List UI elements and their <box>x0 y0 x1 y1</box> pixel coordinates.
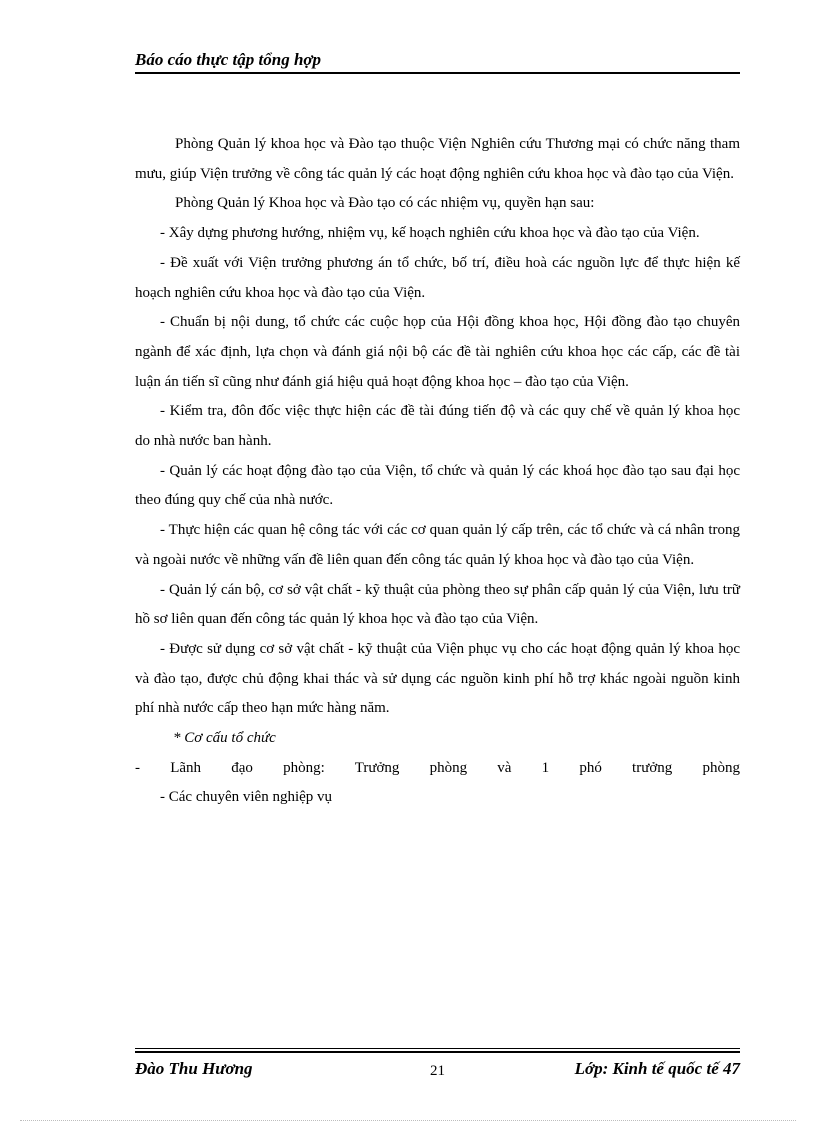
page-edge-divider <box>20 1120 796 1121</box>
footer-author: Đào Thu Hương <box>135 1059 253 1078</box>
paragraph-duties-lead: Phòng Quản lý Khoa học và Đào tạo có các nhiệm vụ, quyền hạn sau: <box>175 195 595 212</box>
paragraph-intro: Phòng Quản lý khoa học và Đào tạo thuộc Viện Nghiên cứu Thương mại có chức năng tham mưu, giúp Viện trưởng về công tác quản lý các hoạt động nghiên cứu khoa học và đào tạo của Viện. <box>135 136 740 182</box>
header-title: Báo cáo thực tập tổng hợp <box>135 50 322 69</box>
paragraph-duty: - Xây dựng phương hướng, nhiệm vụ, kế hoạch nghiên cứu khoa học và đào tạo của Viện. <box>160 225 700 242</box>
structure-item-staff: - Các chuyên viên nghiệp vụ <box>160 789 333 806</box>
structure-item-leadership: - Lãnh đạo phòng: Trưởng phòng và 1 phó trưởng phòng <box>135 759 740 776</box>
page-header <box>135 50 740 74</box>
page-footer <box>135 1048 740 1081</box>
page-number: 21 <box>430 1063 445 1079</box>
footer-row <box>135 1055 740 1081</box>
document-body <box>135 130 740 813</box>
paragraph-duty: - Được sử dụng cơ sở vật chất - kỹ thuật của Viện phục vụ cho các hoạt động quản lý khoa học và đào tạo, được chủ động khai thác và sử dụng các nguồn kinh phí hỗ trợ khác ngoài nguồn kinh phí nhà nước cấp theo hạn mức hàng năm. <box>135 640 740 717</box>
footer-rule <box>135 1051 740 1053</box>
paragraph-duty: - Kiểm tra, đôn đốc việc thực hiện các đề tài đúng tiến độ và các quy chế về quản lý khoa học do nhà nước ban hành. <box>135 403 740 450</box>
paragraph-duty: - Thực hiện các quan hệ công tác với các cơ quan quản lý cấp trên, các tổ chức và cá nhân trong và ngoài nước về những vấn đề liên quan đến công tác quản lý khoa học và đào tạo của Viện. <box>135 522 740 568</box>
paragraph-duty: - Quản lý các hoạt động đào tạo của Viện, tổ chức và quản lý các khoá học đào tạo sau đại học theo đúng quy chế của nhà nước. <box>135 462 740 509</box>
paragraph-duty: - Quản lý cán bộ, cơ sở vật chất - kỹ thuật của phòng theo sự phân cấp quản lý của Viện, lưu trữ hồ sơ liên quan đến công tác quản lý khoa học và đào tạo của Viện. <box>135 581 740 628</box>
structure-heading: * Cơ cấu tổ chức <box>173 730 276 747</box>
header-rule <box>135 72 740 74</box>
footer-class: Lớp: Kinh tế quốc tế 47 <box>574 1059 740 1078</box>
paragraph-duty: - Chuẩn bị nội dung, tổ chức các cuộc họp của Hội đồng khoa học, Hội đồng đào tạo chuyên ngành để xác định, lựa chọn và đánh giá nội bộ các đề tài nghiên cứu khoa học các cấp, các đề tài luận án tiến sĩ cũng như đánh giá hiệu quả hoạt động khoa học – đào tạo của Viện. <box>135 314 740 390</box>
footer-rule <box>135 1048 740 1049</box>
paragraph-duty: - Đề xuất với Viện trưởng phương án tổ chức, bố trí, điều hoà các nguồn lực để thực hiện kế hoạch nghiên cứu khoa học và đào tạo của Viện. <box>135 254 740 301</box>
